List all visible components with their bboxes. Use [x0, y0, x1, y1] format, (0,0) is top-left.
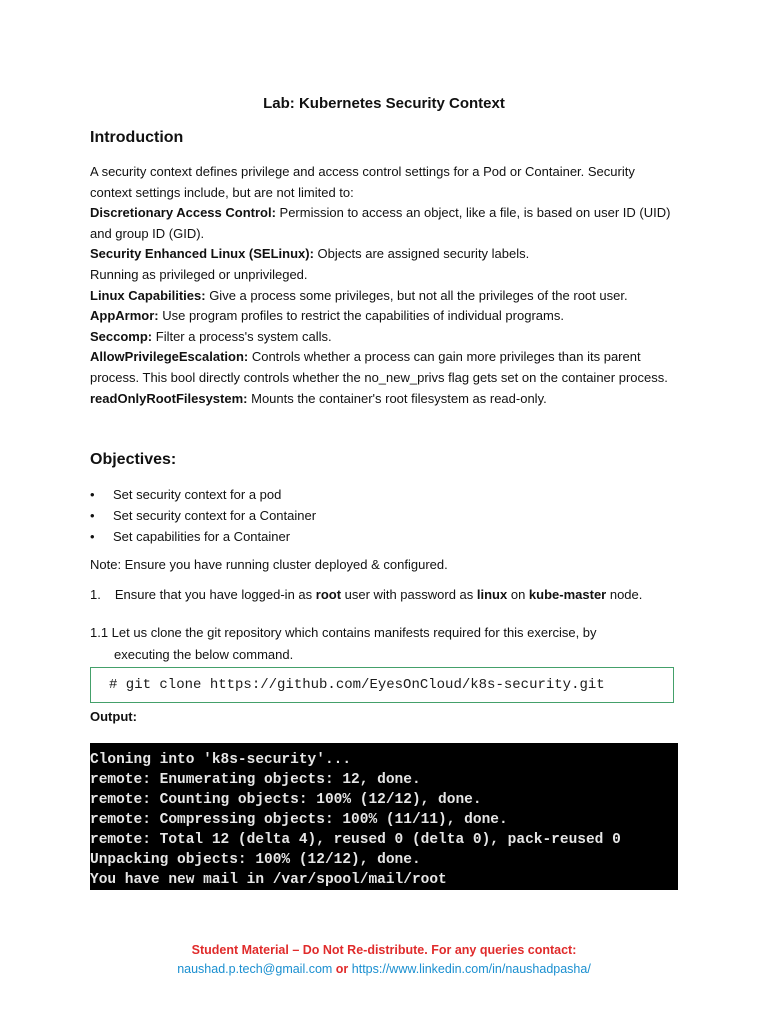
step-1-number: 1.	[90, 587, 101, 602]
terminal-line: remote: Counting objects: 100% (12/12), done.	[90, 792, 482, 808]
terminal-line: remote: Enumerating objects: 12, done.	[90, 772, 421, 788]
footer-notice	[0, 943, 768, 957]
step-1	[90, 587, 690, 602]
command-box: # git clone https://github.com/EyesOnCloud/k8s-security.git	[90, 667, 674, 703]
step-1-text: user with password as	[341, 587, 477, 602]
objectives-heading: Objectives:	[90, 451, 177, 468]
footer-linkedin-link[interactable]: https://www.linkedin.com/in/naushadpasha/	[351, 962, 591, 976]
objectives-list	[90, 484, 680, 547]
intro-item-desc: Use program profiles to restrict the capabilities of individual programs.	[158, 308, 564, 324]
terminal-line: Unpacking objects: 100% (12/12), done.	[90, 852, 421, 868]
intro-item-desc: Mounts the container's root filesystem as read-only.	[247, 390, 547, 406]
intro-item-term: Discretionary Access Control:	[90, 205, 276, 221]
step-1-1-line-2: executing the below command.	[114, 647, 294, 662]
step-1-1-line-1: 1.1 Let us clone the git repository which contains manifests required for this exercise, by	[90, 625, 597, 640]
step-1-text: Ensure that you have logged-in as	[114, 587, 316, 602]
intro-item-desc: Controls whether a process can gain more privileges than its parent process. This bool directly controls whether the no_new_privs flag gets set on the container process.	[90, 349, 668, 385]
footer-warning: Student Material – Do Not Re-distribute. For any queries contact:	[191, 943, 577, 957]
intro-item-desc: Give a process some privileges, but not all the privileges of the root user.	[205, 287, 628, 303]
intro-item-term: Linux Capabilities:	[90, 287, 206, 303]
footer-or: or	[332, 962, 352, 976]
step-1-node: kube-master	[528, 587, 607, 602]
intro-item-term: AllowPrivilegeEscalation:	[90, 349, 249, 365]
step-1-user: root	[315, 587, 342, 602]
terminal-output	[90, 743, 678, 890]
objective-item: • Set security context for a pod	[90, 484, 680, 505]
intro-item	[90, 306, 680, 327]
terminal-spacer	[90, 743, 678, 750]
intro-item-term: Security Enhanced Linux (SELinux):	[90, 246, 314, 262]
intro-item-desc: Running as privileged or unprivileged.	[90, 266, 308, 282]
terminal-line: You have new mail in /var/spool/mail/root	[90, 872, 447, 888]
step-1-text: on	[507, 587, 529, 602]
intro-paragraph: A security context defines privilege and access control settings for a Pod or Container. Security context settings include, but are not limited to:	[90, 164, 635, 200]
intro-item	[90, 244, 680, 265]
intro-item-desc: Permission to access an object, like a file, is based on user ID (UID) and group ID (GID).	[90, 205, 671, 241]
objective-item: • Set security context for a Container	[90, 505, 680, 526]
intro-item-term: Seccomp:	[90, 328, 153, 344]
intro-item	[90, 203, 680, 244]
footer-email-link[interactable]: naushad.p.tech@gmail.com	[177, 962, 333, 976]
step-1-text: node.	[606, 587, 643, 602]
page-title: Lab: Kubernetes Security Context	[263, 95, 505, 112]
intro-item-term: readOnlyRootFilesystem:	[90, 390, 248, 406]
intro-item-desc: Objects are assigned security labels.	[313, 246, 530, 262]
intro-item-term: AppArmor:	[90, 308, 159, 324]
terminal-line: remote: Total 12 (delta 4), reused 0 (delta 0), pack-reused 0	[90, 832, 621, 848]
intro-item	[90, 347, 680, 388]
intro-item-desc: Filter a process's system calls.	[152, 328, 332, 344]
intro-item	[90, 265, 680, 286]
step-1-password: linux	[476, 587, 508, 602]
intro-item	[90, 286, 680, 307]
output-label: Output:	[90, 709, 137, 724]
footer-contact	[0, 962, 768, 976]
introduction-body	[90, 162, 680, 409]
note-text: Note: Ensure you have running cluster deployed & configured.	[90, 557, 448, 572]
introduction-heading: Introduction	[90, 129, 184, 146]
objective-item: • Set capabilities for a Container	[90, 526, 680, 547]
intro-item	[90, 389, 680, 410]
terminal-line: remote: Compressing objects: 100% (11/11), done.	[90, 812, 508, 828]
intro-item	[90, 327, 680, 348]
terminal-line: Cloning into 'k8s-security'...	[90, 752, 352, 768]
